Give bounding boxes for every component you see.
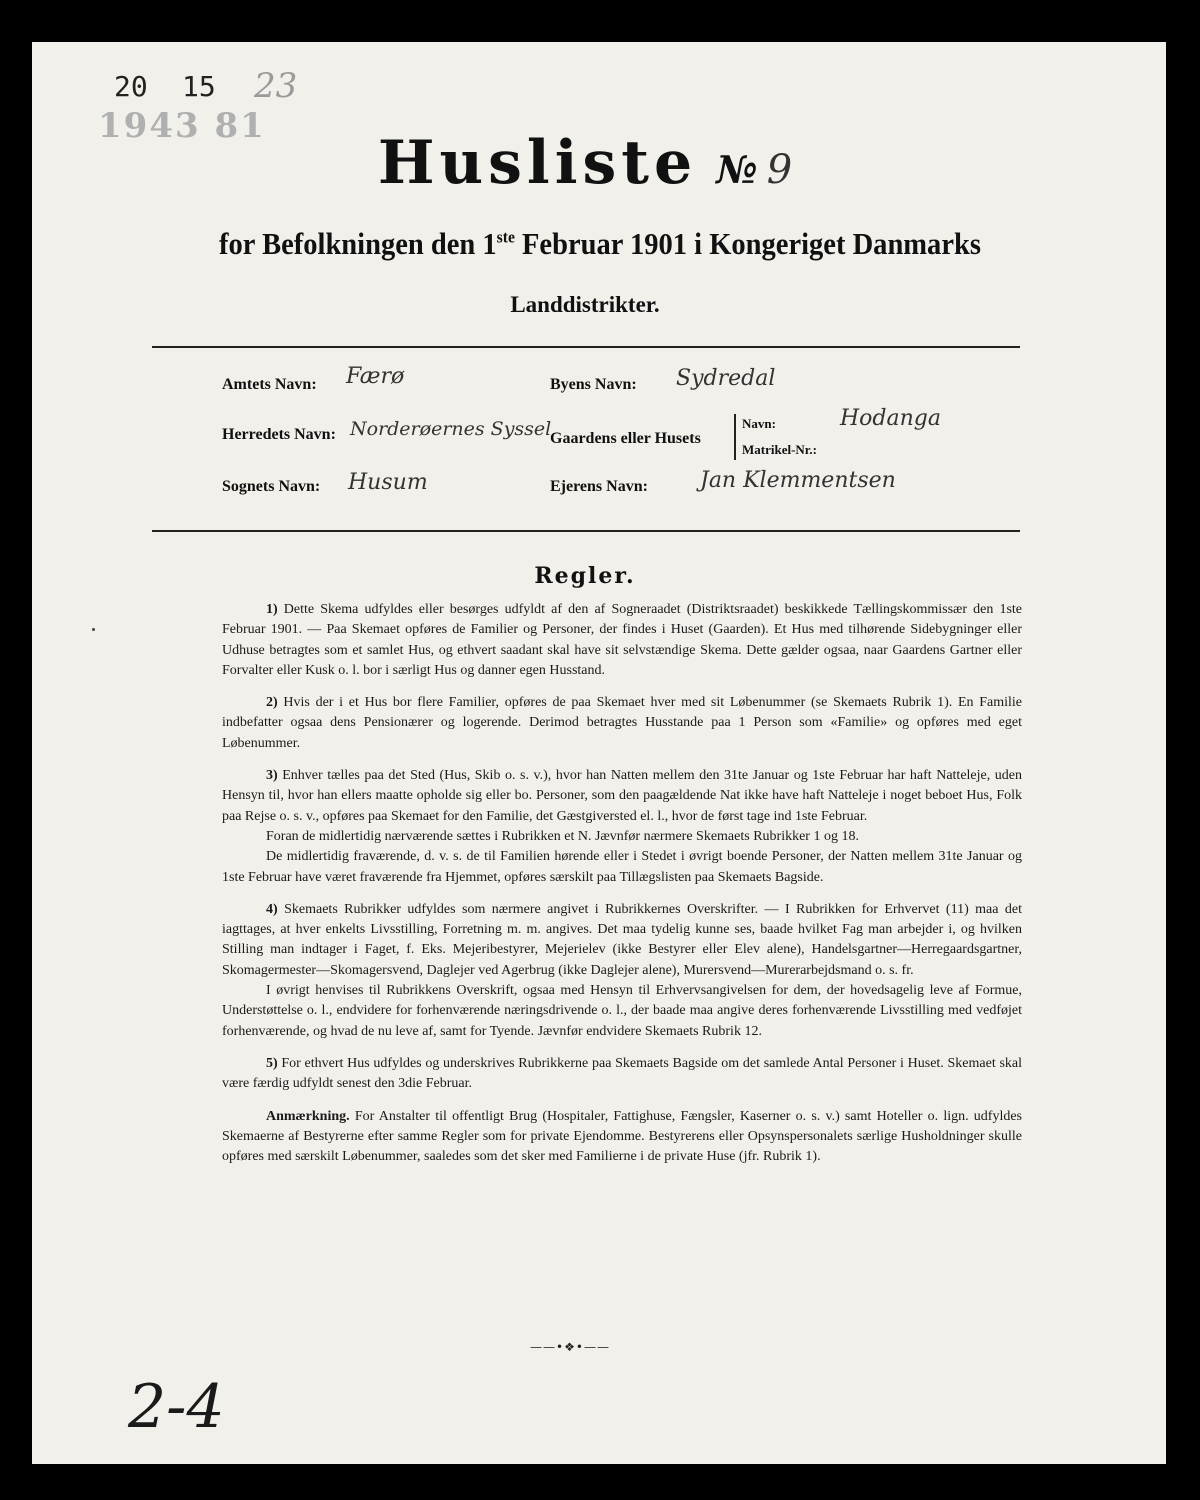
rules-heading: Regler. <box>534 563 636 589</box>
ejer-label: Ejerens Navn: <box>550 478 648 495</box>
stamp-number-b: 15 <box>182 70 216 103</box>
subtitle-post: Februar 1901 i Kongeriget Danmarks <box>514 226 981 261</box>
sogn-value: Husum <box>348 470 428 495</box>
sogn-label: Sognets Navn: <box>222 478 321 495</box>
faded-stamp: 1943 81 <box>98 106 266 146</box>
ink-dot <box>92 628 95 631</box>
herred-label: Herredets Navn: <box>222 426 336 443</box>
form-title-row <box>150 128 1020 198</box>
rule-paragraph: 4) Skemaets Rubrikker udfyldes som nærmere angivet i Rubrikkernes Overskrifter. — I Rubrikken for Erhvervet (11) maa det iagttages, at hver enkelts Livsstilling, Forretning m. m. angives. Det maa tydelig kunne ses, baade hvilket Fag man arbejder i, og hvilken Stilling man indtager i Faget, f. Eks. Mejeribestyrer, Mejerielev (ikke Bestyrer eller Elev alene), Handelsgartner—Herregaardsgartner, Skomagermester—Skomagersvend, Daglejer ved Agerbrug (ikke Daglejer alene), Murersvend—Murerarbejdsmand o. s. fr. <box>222 901 1023 978</box>
divider-top <box>152 346 1020 348</box>
form-title: Husliste <box>377 128 698 198</box>
stamp-number-handwritten: 23 <box>254 66 298 106</box>
number-label: № <box>716 147 758 192</box>
stamp-number-a: 20 <box>114 70 148 103</box>
ejer-value: Jan Klemmentsen <box>700 468 896 493</box>
amt-value: Færø <box>346 364 405 389</box>
handwritten-note: 2-4 <box>128 1372 225 1442</box>
navn-value: Hodanga <box>840 406 941 431</box>
rule-paragraph: 3) Enhver tælles paa det Sted (Hus, Skib o. s. v.), hvor han Natten mellem den 31te Januar og 1ste Februar har haft Natteleje, uden Hensyn til, hvor han ellers maatte opholde sig eller bo. Personer, som den paagældende Nat ikke have haft Natteleje i noget beboet Hus, Folk paa Rejse o. s. v., opføres paa Skemaet for den Familie, det Gæstgiversted el. l., hvor de først tage ind 1ste Februar. <box>222 768 1023 824</box>
navn-label: Navn: <box>742 416 776 431</box>
form-subtitle <box>186 226 1014 262</box>
herred-value: Norderøernes Syssel <box>350 418 552 440</box>
rule-paragraph: 5) For ethvert Hus udfyldes og underskrives Rubrikkerne paa Skemaets Bagside om det samlede Antal Personer i Huset. Skemaet skal være færdig udfyldt senest den 3die Februar. <box>222 1055 1022 1092</box>
subtitle-sup: ste <box>496 227 515 247</box>
rule-paragraph: 2) Hvis der i et Hus bor flere Familier, opføres de paa Skemaet hver med sit Løbenummer (se Skemaets Rubrik 1). En Familie indbefatter ogsaa dens Pensionærer og logerende. Derimod betragtes Husstande paa 1 Person som «Familie» og opføres med eget Løbenummer. <box>222 695 1023 751</box>
rule-note: Anmærkning. For Anstalter til offentligt Brug (Hospitaler, Fattighuse, Fængsler, Kaserner o. s. v.) samt Hoteller o. lign. udfyldes Skemaerne af Bestyrerne efter samme Regler som for private Ejendomme. Bestyrerens eller Opsynspersonalets særlige Husholdninger skulle opføres med særskilt Løbenummer, saaledes som det sker med Familierne i de private Huse (jfr. Rubrik 1). <box>222 1108 1023 1165</box>
amt-label: Amtets Navn: <box>222 376 317 393</box>
number-value: 9 <box>766 147 793 193</box>
brace-line <box>734 414 736 460</box>
gaard-label: Gaardens eller Husets <box>550 430 701 447</box>
rule-paragraph-continued: Foran de midlertidig nærværende sættes i Rubrikken et N. Jævnfør nærmere Skemaets Rubrikker 1 og 18. <box>266 828 859 844</box>
subtitle-pre: for Befolkningen den 1 <box>219 226 497 261</box>
rule-paragraph: 1) Dette Skema udfyldes eller besørges udfyldt af den af Sogneraadet (Distriktsraadet) beskikkede Tællingskommissær den 1ste Februar 1901. — Paa Skemaet opføres de Familier og Personer, der findes i Huset (Gaarden). Et Hus med tilhørende Sidebygninger eller Udhuse betragtes som et samlet Hus, og ethvert saadant skal have sit selvstændige Skema. Dette gælder ogsaa, naar Gaardens Gartner eller Forvalter eller Kusk o. l. bor i særligt Hus og danner egen Husstand. <box>222 602 1023 678</box>
rule-paragraph-continued: I øvrigt henvises til Rubrikkens Overskrift, ogsaa med Hensyn til Erhvervsangivelsen for dem, der hovedsagelig leve af Formue, Understøttelse o. l., endvidere for forhenværende næringsdrivende o. l., der baade maa angive deres forhenværende Livsstilling med vedføjet forhenværende, og hvad de nu leve af, samt for Tyende. Jævnfør endvidere Skemaets Rubrik 12. <box>222 983 1022 1039</box>
by-value: Sydredal <box>676 366 776 391</box>
matrikel-label: Matrikel-Nr.: <box>742 442 817 457</box>
rules-body <box>222 600 1022 1179</box>
ornament: ——•❖•—— <box>530 1340 610 1354</box>
divider-bottom <box>152 530 1020 532</box>
rule-paragraph-continued: De midlertidig fraværende, d. v. s. de til Familien hørende eller i Stedet i øvrigt boende Personer, der Natten mellem 31te Januar og 1ste Februar have været fraværende fra Hjemmet, opføres særskilt paa Tillægslisten paa Skemaets Bagside. <box>222 849 1022 885</box>
by-label: Byens Navn: <box>550 376 637 393</box>
district-heading: Landdistrikter. <box>510 292 660 317</box>
